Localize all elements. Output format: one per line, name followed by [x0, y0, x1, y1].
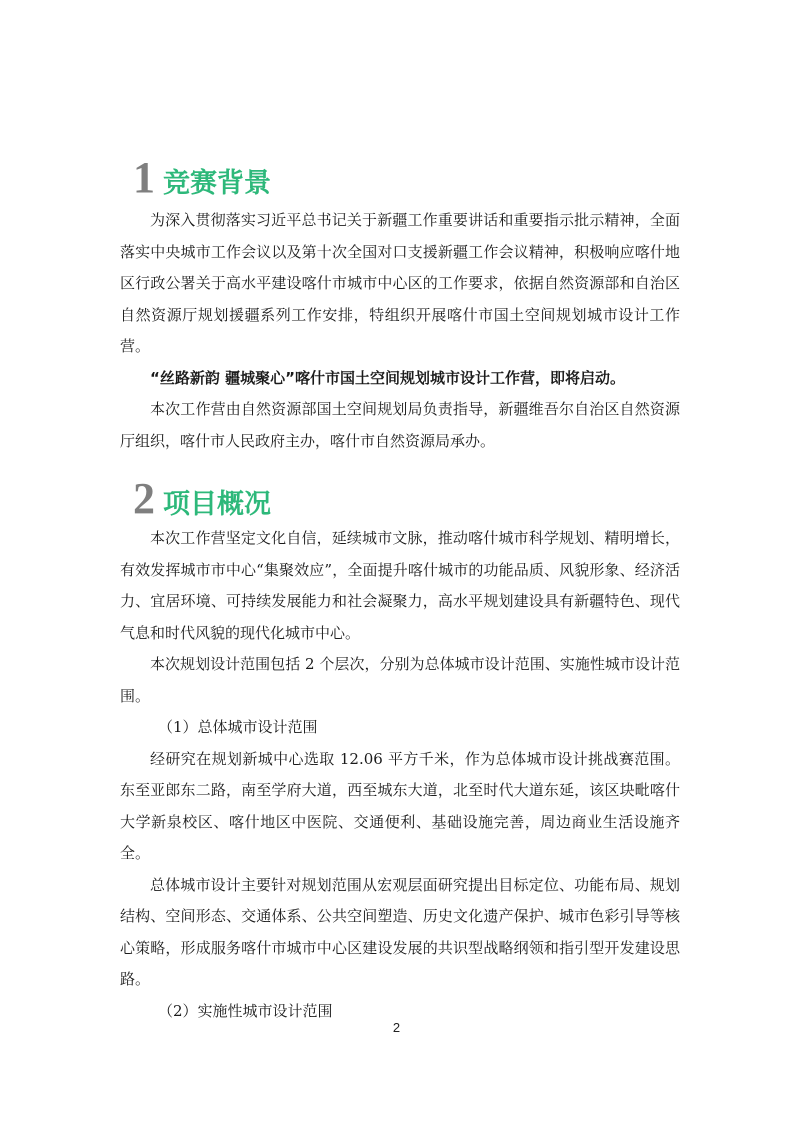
section-1-number: 1	[133, 153, 155, 202]
page-number: 2	[392, 1020, 401, 1035]
subsection-heading: （1）总体城市设计范围	[158, 718, 318, 736]
paragraph: 本次工作营由自然资源部国土空间规划局负责指导，新疆维吾尔自治区自然资源厅组织，喀什市人民政府主办，喀什市自然资源局承办。	[120, 400, 680, 450]
paragraph: 为深入贯彻落实习近平总书记关于新疆工作重要讲话和重要指示批示精神，全面落实中央城市工作会议以及第十次全国对口支援新疆工作会议精神，积极响应喀什地区行政公署关于高水平建设喀什市城市中心区的工作要求，依据自然资源部和自治区自然资源厅规划援疆系列工作安排，特组织开展喀什市国土空间规划城市设计工作营。	[120, 211, 680, 355]
subsection-heading: （2）实施性城市设计范围	[158, 1001, 333, 1020]
section-2-title: 项目概况	[163, 489, 271, 520]
section-2-body	[120, 523, 680, 1027]
paragraph: 经研究在规划新城中心选取 12.06 平方千米，作为总体城市设计挑战赛范围。东至亚郎东二路，南至学府大道，西至城东大道，北至时代大道东延，该区块毗喀什大学新泉校区、喀什地区中医院、交通便利、基础设施完善，周边商业生活设施齐全。	[120, 749, 680, 862]
section-2-heading	[133, 474, 271, 523]
section-1-title: 竞赛背景	[163, 168, 271, 199]
highlight-paragraph: “丝路新韵 疆城聚心”喀什市国土空间规划城市设计工作营，即将启动。	[150, 368, 625, 387]
section-1-heading	[133, 153, 271, 202]
paragraph: 本次规划设计范围包括 2 个层次，分别为总体城市设计范围、实施性城市设计范围。	[120, 655, 680, 705]
section-2-number: 2	[133, 474, 155, 523]
paragraph: 总体城市设计主要针对规划范围从宏观层面研究提出目标定位、功能布局、规划结构、空间形态、交通体系、公共空间塑造、历史文化遗产保护、城市色彩引导等核心策略，形成服务喀什市城市中心区建设发展的共识型战略纲领和指引型开发建设思路。	[120, 875, 680, 988]
section-1-body	[120, 205, 680, 457]
paragraph: 本次工作营坚定文化自信，延续城市文脉，推动喀什城市科学规划、精明增长，有效发挥城市市中心“集聚效应”，全面提升喀什城市的功能品质、风貌形象、经济活力、宜居环境、可持续发展能力和社会凝聚力，高水平规划建设具有新疆特色、现代气息和时代风貌的现代化城市中心。	[120, 529, 680, 642]
